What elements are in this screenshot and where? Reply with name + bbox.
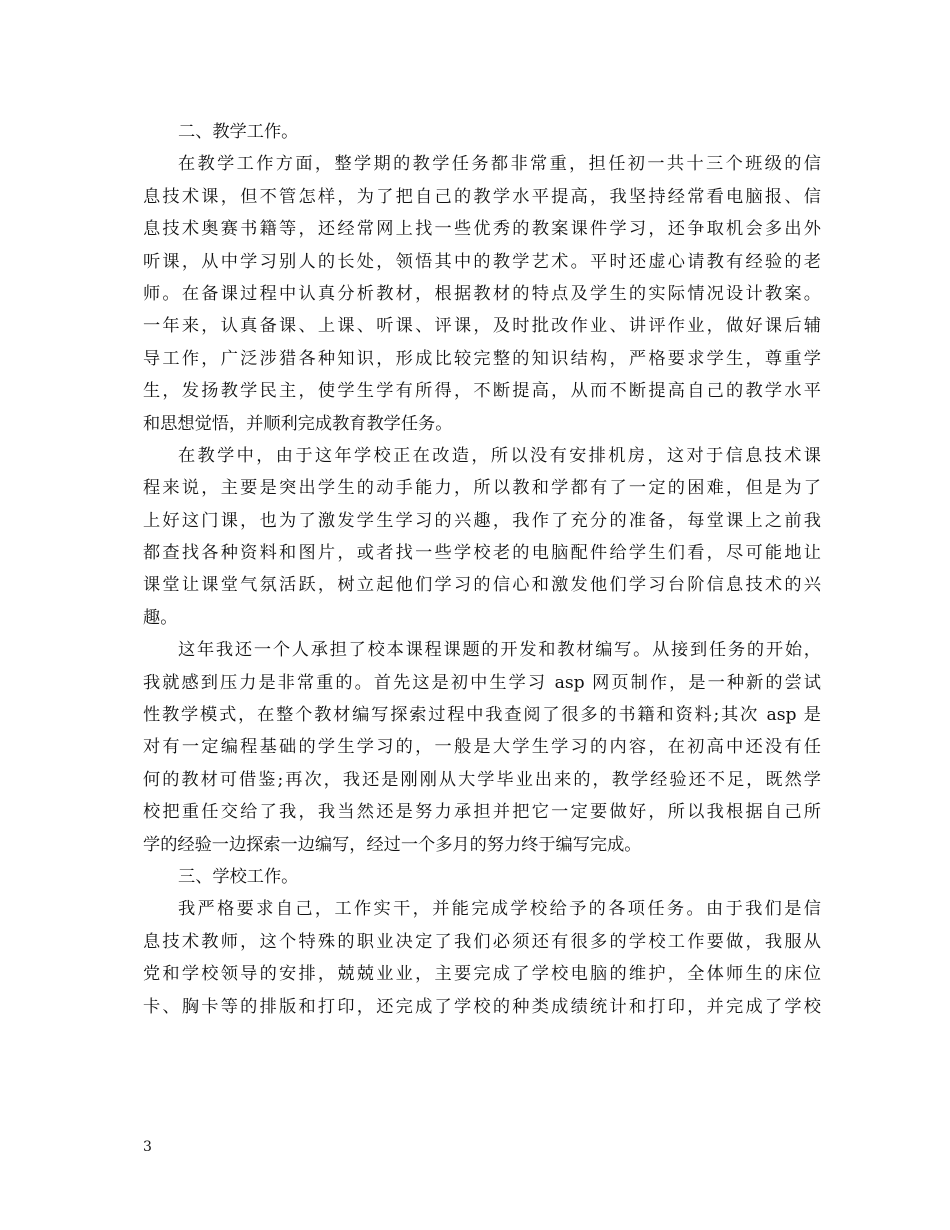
text-line: 上好这门课，也为了激发学生学习的兴趣，我作了充分的准备，每堂课上之前我 <box>143 510 821 531</box>
text-line: 都查找各种资料和图片，或者找一些学校老的电脑配件给学生们看，尽可能地让 <box>143 543 821 564</box>
text-line: 一年来，认真备课、上课、听课、评课，及时批改作业、讲评作业，做好课后辅 <box>143 316 821 337</box>
text-line: 性教学模式，在整个教材编写探索过程中我查阅了很多的书籍和资料;其次 asp 是 <box>143 705 821 726</box>
text-line: 在教学中，由于这年学校正在改造，所以没有安排机房，这对于信息技术课 <box>178 445 821 466</box>
text-line: 党和学校领导的安排，兢兢业业，主要完成了学校电脑的维护，全体师生的床位 <box>143 964 821 985</box>
text-line: 学的经验一边探索一边编写，经过一个多月的努力终于编写完成。 <box>143 834 642 855</box>
text-line: 息技术奥赛书籍等，还经常网上找一些优秀的教案课件学习，还争取机会多出外 <box>143 219 821 240</box>
text-line: 导工作，广泛涉猎各种知识，形成比较完整的知识结构，严格要求学生，尊重学 <box>143 348 821 369</box>
text-line: 息技术课，但不管怎样，为了把自己的教学水平提高，我坚持经常看电脑报、信 <box>143 186 821 207</box>
text-line: 课堂让课堂气氛活跃，树立起他们学习的信心和激发他们学习台阶信息技术的兴 <box>143 575 821 596</box>
text-line: 程来说，主要是突出学生的动手能力，所以教和学都有了一定的困难，但是为了 <box>143 478 821 499</box>
text-line: 和思想觉悟，并顺利完成教育教学任务。 <box>143 413 453 434</box>
text-line: 对有一定编程基础的学生学习的，一般是大学生学习的内容，在初高中还没有任 <box>143 737 821 758</box>
text-line: 息技术教师，这个特殊的职业决定了我们必须还有很多的学校工作要做，我服从 <box>143 931 821 952</box>
text-line: 听课，从中学习别人的长处，领悟其中的教学艺术。平时还虚心请教有经验的老 <box>143 251 821 272</box>
text-line: 我就感到压力是非常重的。首先这是初中生学习 asp 网页制作，是一种新的尝试 <box>143 672 821 693</box>
text-line: 生，发扬教学民主，使学生学有所得，不断提高，从而不断提高自己的教学水平 <box>143 381 821 402</box>
text-line: 三、学校工作。 <box>178 866 299 887</box>
text-line: 卡、胸卡等的排版和打印，还完成了学校的种类成绩统计和打印，并完成了学校 <box>143 996 821 1017</box>
text-line: 这年我还一个人承担了校本课程课题的开发和教材编写。从接到任务的开始， <box>178 640 821 661</box>
text-line: 校把重任交给了我，我当然还是努力承担并把它一定要做好，所以我根据自己所 <box>143 802 821 823</box>
text-line: 在教学工作方面，整学期的教学任务都非常重，担任初一共十三个班级的信 <box>178 154 821 175</box>
text-line: 二、教学工作。 <box>178 122 299 142</box>
text-line: 我严格要求自己，工作实干，并能完成学校给予的各项任务。由于我们是信 <box>178 899 821 920</box>
document-body <box>143 116 821 1023</box>
text-line: 何的教材可借鉴;再次，我还是刚刚从大学毕业出来的，教学经验还不足，既然学 <box>143 769 821 790</box>
text-line: 趣。 <box>143 607 178 628</box>
text-line: 师。在备课过程中认真分析教材，根据教材的特点及学生的实际情况设计教案。 <box>143 283 821 304</box>
page-number: 3 <box>143 1139 152 1155</box>
